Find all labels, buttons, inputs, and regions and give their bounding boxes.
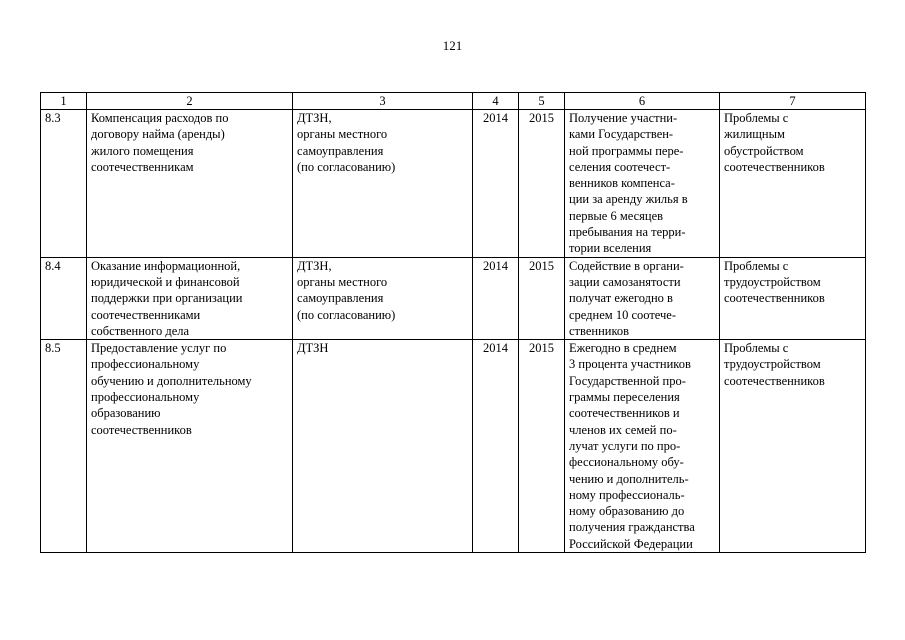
row-number: 8.5 [41, 340, 87, 553]
activity-cell: Оказание информационной, юридической и финансовой поддержки при организации соотечественниками собственного дела [87, 257, 293, 339]
start-year-cell: 2014 [473, 257, 519, 339]
program-measures-table [40, 92, 866, 553]
header-row [41, 93, 866, 110]
executor-cell: ДТЗН, органы местного самоуправления (по согласованию) [293, 110, 473, 258]
result-cell: Получение участни- ками Государствен- ной программы пере- селения соотечест- венников компенса- ции за аренду жилья в первые 6 месяцев пребывания на терри- тории вселения [565, 110, 720, 258]
header-col-6: 6 [565, 93, 720, 110]
header-col-3: 3 [293, 93, 473, 110]
header-col-2: 2 [87, 93, 293, 110]
problem-cell: Проблемы с жилищным обустройством соотечественников [720, 110, 866, 258]
header-col-5: 5 [519, 93, 565, 110]
problem-cell: Проблемы с трудоустройством соотечественников [720, 340, 866, 553]
executor-cell: ДТЗН [293, 340, 473, 553]
page-number: 121 [442, 38, 463, 53]
table-row [41, 110, 866, 258]
end-year-cell: 2015 [519, 340, 565, 553]
header-col-4: 4 [473, 93, 519, 110]
problem-cell: Проблемы с трудоустройством соотечественников [720, 257, 866, 339]
executor-cell: ДТЗН, органы местного самоуправления (по согласованию) [293, 257, 473, 339]
table-row [41, 257, 866, 339]
row-number: 8.3 [41, 110, 87, 258]
end-year-cell: 2015 [519, 257, 565, 339]
row-number: 8.4 [41, 257, 87, 339]
end-year-cell: 2015 [519, 110, 565, 258]
start-year-cell: 2014 [473, 110, 519, 258]
header-col-7: 7 [720, 93, 866, 110]
result-cell: Ежегодно в среднем 3 процента участников Государственной про- граммы переселения соотечественников и членов их семей по- лучат услуги по про- фессиональному обу- чению и дополнитель- ному профессиональ- ному образованию до получения гражданства Российской Федерации [565, 340, 720, 553]
activity-cell: Компенсация расходов по договору найма (аренды) жилого помещения соотечественникам [87, 110, 293, 258]
table-row [41, 340, 866, 553]
result-cell: Содействие в органи- зации самозанятости получат ежегодно в среднем 10 соотече- ственников [565, 257, 720, 339]
start-year-cell: 2014 [473, 340, 519, 553]
activity-cell: Предоставление услуг по профессиональному обучению и дополнительному профессиональному образованию соотечественников [87, 340, 293, 553]
header-col-1: 1 [41, 93, 87, 110]
